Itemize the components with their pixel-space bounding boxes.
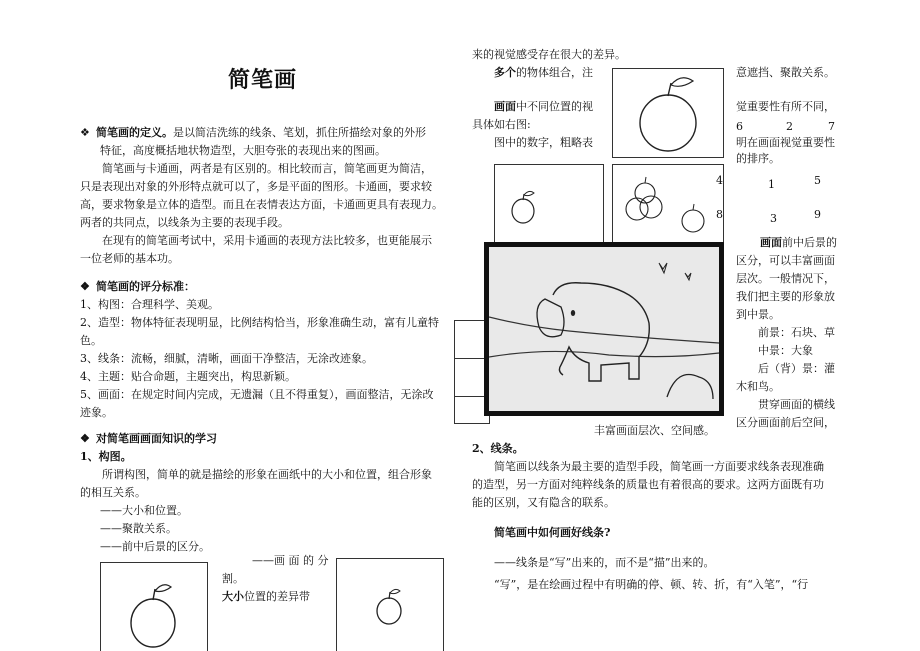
definition-text-2: 特征，高度概括地状物造型，大胆夸张的表现出来的图画。	[100, 144, 386, 157]
para-line: “写”，是在绘画过程中有明确的停、顿、转、折，有“入笔”，“行	[494, 578, 809, 591]
definition-text: 是以简洁洗练的线条、笔划，抓住所描绘对象的外形	[173, 126, 426, 139]
criteria-item: 1、构图：合理科学、美观。	[80, 298, 219, 311]
caption-block	[222, 552, 332, 606]
text: 的物体组合，注	[516, 66, 593, 79]
para-line: 中景：大象	[758, 344, 813, 357]
apple-figure-small	[336, 558, 444, 651]
para-line: 能的区别，又有隐含的联系。	[472, 496, 615, 509]
layer-text-block-2	[736, 252, 876, 432]
para-line: 我们把主要的形象放	[736, 290, 835, 303]
text: 中不同位置的视	[516, 100, 593, 113]
para-line: 的造型，另一方面对纯粹线条的质量也有着很高的要求。这两方面既有功	[472, 478, 824, 491]
definition-heading: 简笔画的定义。	[96, 126, 173, 139]
line-section	[472, 440, 852, 512]
caption-line: ——画 面 的 分	[252, 554, 329, 567]
bold-term: 多个	[494, 66, 516, 79]
criteria-item: 2、造型：物体特征表现明显，比例结构恰当，形象准确生动，富有儿童特	[80, 316, 439, 329]
para-line: 的排序。	[736, 152, 780, 165]
para-line: 到中景。	[736, 308, 780, 321]
criteria-item: 迹象。	[80, 406, 113, 419]
para-line: 来的视觉感受存在很大的差异。	[472, 48, 626, 61]
bold-term: 画面	[760, 236, 782, 249]
criteria-item: 色。	[80, 334, 102, 347]
para-line: 的相互关系。	[80, 486, 146, 499]
page-title: 简笔画	[228, 68, 298, 93]
para-line: 觉重要性有所不同，	[736, 100, 835, 113]
line-heading: 2、线条。	[472, 442, 524, 455]
caption-line: 位置的差异带	[244, 590, 310, 603]
para-line: 明在画面视觉重要性	[736, 136, 835, 149]
caption-line: 割。	[222, 572, 244, 585]
para-line: 一位老师的基本功。	[80, 252, 179, 265]
diamond-bullet-icon: ❖	[80, 280, 90, 293]
para-line: 丰富画面层次、空间感。	[594, 424, 715, 437]
para-line: 高，要求物象是立体的造型。而且在表情表达方面，卡通画更具有表现力。	[80, 198, 443, 211]
apple-icon	[495, 165, 603, 247]
para-line: 两者的共同点，以线条为主要的表现手段。	[80, 216, 289, 229]
composition-section	[80, 430, 460, 556]
dash-item: ——大小和位置。	[100, 504, 188, 517]
importance-number: 1	[768, 178, 775, 191]
composition-subheading: 1、构图。	[80, 450, 132, 463]
importance-number: 7	[828, 120, 835, 133]
para-line: 在现有的简笔画考试中，采用卡通画的表现方法比较多，也更能展示	[102, 234, 432, 247]
para-line: ——线条是“写”出来的，而不是“描”出来的。	[494, 556, 715, 569]
elephant-drawing-photo	[484, 242, 724, 416]
para-line: 层次。一般情况下，	[736, 272, 835, 285]
apple-group-icon	[613, 165, 723, 247]
apple-icon	[613, 69, 723, 157]
para-line: 区分画面前后空间，	[736, 416, 835, 429]
caption-bold: 大小	[222, 590, 244, 603]
diamond-bullet-icon: ❖	[80, 126, 90, 139]
definition-section	[80, 124, 460, 268]
para-line: 具体如右图:	[472, 118, 531, 131]
importance-number: 4	[716, 174, 723, 187]
apple-figure-small-left	[494, 164, 604, 248]
composition-heading: 对简笔画画面知识的学习	[96, 432, 217, 445]
apple-figure-large	[100, 562, 208, 651]
importance-number: 6	[736, 120, 743, 133]
criteria-section	[80, 278, 460, 422]
dash-item: ——聚散关系。	[100, 522, 177, 535]
many-line	[494, 64, 593, 82]
bold-term: 画面	[494, 100, 516, 113]
para-line: 后（背）景：灌	[758, 362, 835, 375]
how-heading: 简笔画中如何画好线条?	[494, 526, 611, 539]
criteria-heading: 简笔画的评分标准：	[96, 280, 195, 293]
para-line: 简笔画与卡通画，两者是有区别的。相比较而言，简笔画更为简洁，	[102, 162, 432, 175]
para-line: 只是表现出对象的外形特点就可以了，多是平面的图形。卡通画，要求较	[80, 180, 432, 193]
criteria-item: 5、画面：在规定时间内完成，无遗漏（且不得重复），画面整洁，无涂改	[80, 388, 434, 401]
huamian-line	[494, 98, 593, 116]
para-line: 前景：石块、草	[758, 326, 835, 339]
para-line: 图中的数字，粗略表	[494, 136, 593, 149]
layer-text-block	[760, 234, 880, 252]
para-line: 所谓构图，简单的就是描绘的形象在画纸中的大小和位置，组合形象	[102, 468, 432, 481]
dash-item: ——前中后景的区分。	[100, 540, 210, 553]
para-line: 区分，可以丰富画面	[736, 254, 835, 267]
criteria-item: 3、线条：流畅，细腻，清晰，画面干净整洁，无涂改迹象。	[80, 352, 373, 365]
importance-number: 3	[770, 212, 777, 225]
elephant-drawing-icon	[489, 247, 719, 411]
importance-number: 9	[814, 208, 821, 221]
importance-number: 8	[716, 208, 723, 221]
para-line: 意遮挡、聚散关系。	[736, 66, 835, 79]
apple-figure-top	[612, 68, 724, 158]
para-line: 简笔画以线条为最主要的造型手段，简笔画一方面要求线条表现准确	[494, 460, 824, 473]
diamond-bullet-icon: ❖	[80, 432, 90, 445]
criteria-item: 4、主题：贴合命题，主题突出，构思新颖。	[80, 370, 296, 383]
para-line: 木和鸟。	[736, 380, 780, 393]
text: 前中后景的	[782, 236, 837, 249]
importance-number: 2	[786, 120, 793, 133]
apple-group-figure	[612, 164, 724, 248]
importance-number: 5	[814, 174, 821, 187]
apple-icon	[337, 559, 443, 651]
apple-icon	[101, 563, 207, 651]
para-line: 贯穿画面的横线	[758, 398, 835, 411]
